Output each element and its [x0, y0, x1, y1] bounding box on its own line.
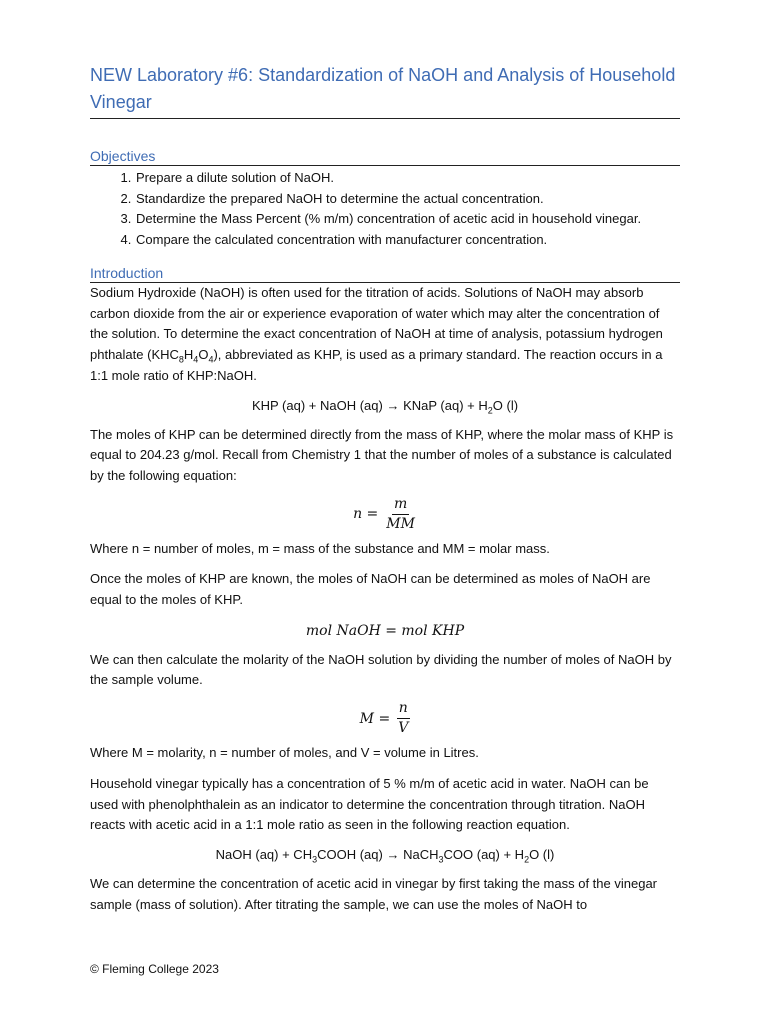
list-item: 2. Standardize the prepared NaOH to determine the actual concentration.: [135, 189, 680, 210]
page-title: NEW Laboratory #6: Standardization of NaOH and Analysis of Household Vinegar: [90, 62, 680, 119]
mol-equality-equation: mol NaOH = mol KHP: [305, 622, 465, 639]
objectives-heading: Objectives: [90, 147, 680, 166]
intro-paragraph-2: The moles of KHP can be determined directly from the mass of KHP, where the molar mass of KHP is equal to 204.23 g/mol. Recall from Chemistry 1 that the number of moles of a substance is calculated by the following equation:: [90, 426, 674, 483]
list-item: 1. Prepare a dilute solution of NaOH.: [135, 168, 680, 189]
moles-equation: n = $\frac{m}{MM}$: [353, 495, 415, 532]
intro-paragraph-8: We can determine the concentration of acetic acid in vinegar by first taking the mass of the vinegar sample (mass of solution). After titrating the sample, we can use the moles of NaOH to: [90, 875, 658, 912]
reaction-arrow-icon: →: [386, 846, 400, 862]
reaction-arrow-icon: →: [386, 397, 400, 413]
intro-paragraph-3: Where n = number of moles, m = mass of the substance and MM = molar mass.: [90, 540, 550, 556]
intro-paragraph-5: We can then calculate the molarity of the NaOH solution by dividing the number of moles of NaOH by the sample volume.: [90, 651, 672, 688]
intro-paragraph-1: Sodium Hydroxide (NaOH) is often used for the titration of acids. Solutions of NaOH may absorb carbon dioxide from the air or experience evaporation of water which may alter the concentration of the solution. To determine the exact concentration of NaOH at time of analysis, potassium hydrogen phthalate $(KHC_8H_4O_4)$, abbreviated as KHP, is used as a primary standard. The reaction occurs in a 1:1 mole ratio of KHP:NaOH.: [90, 285, 663, 383]
intro-paragraph-6: Where M = molarity, n = number of moles, and V = volume in Litres.: [90, 745, 479, 761]
khp-reaction-equation: KHP (aq) + NaOH (aq) → KNaP $(aq) + H_2O$ (l): [251, 397, 519, 416]
vinegar-reaction-equation: NaOH $(aq) + CH_3COOH$ (aq) → NaCH$_3$COO $(aq) + H_2O$ (l): [215, 846, 555, 865]
introduction-heading: Introduction: [90, 264, 680, 283]
footer-copyright: © Fleming College 2023: [90, 962, 219, 976]
document-body: [90, 62, 680, 915]
objectives-list: [90, 168, 680, 250]
molarity-equation: M = $\frac{n}{V}$: [359, 700, 409, 737]
list-item: 4. Compare the calculated concentration with manufacturer concentration.: [135, 230, 680, 251]
khp-formula: $KHC_8H_4O_4$: [151, 347, 214, 365]
list-item: 3. Determine the Mass Percent (% m/m) concentration of acetic acid in household vinegar.: [135, 209, 680, 230]
intro-paragraph-7: Household vinegar typically has a concentration of 5 % m/m of acetic acid in water. NaOH can be used with phenolphthalein as an indicator to determine the concentration through titration. NaOH reacts with acetic acid in a 1:1 mole ratio as seen in the following reaction equation.: [90, 775, 649, 833]
intro-paragraph-4: Once the moles of KHP are known, the moles of NaOH can be determined as moles of NaOH are equal to the moles of KHP.: [90, 571, 651, 608]
